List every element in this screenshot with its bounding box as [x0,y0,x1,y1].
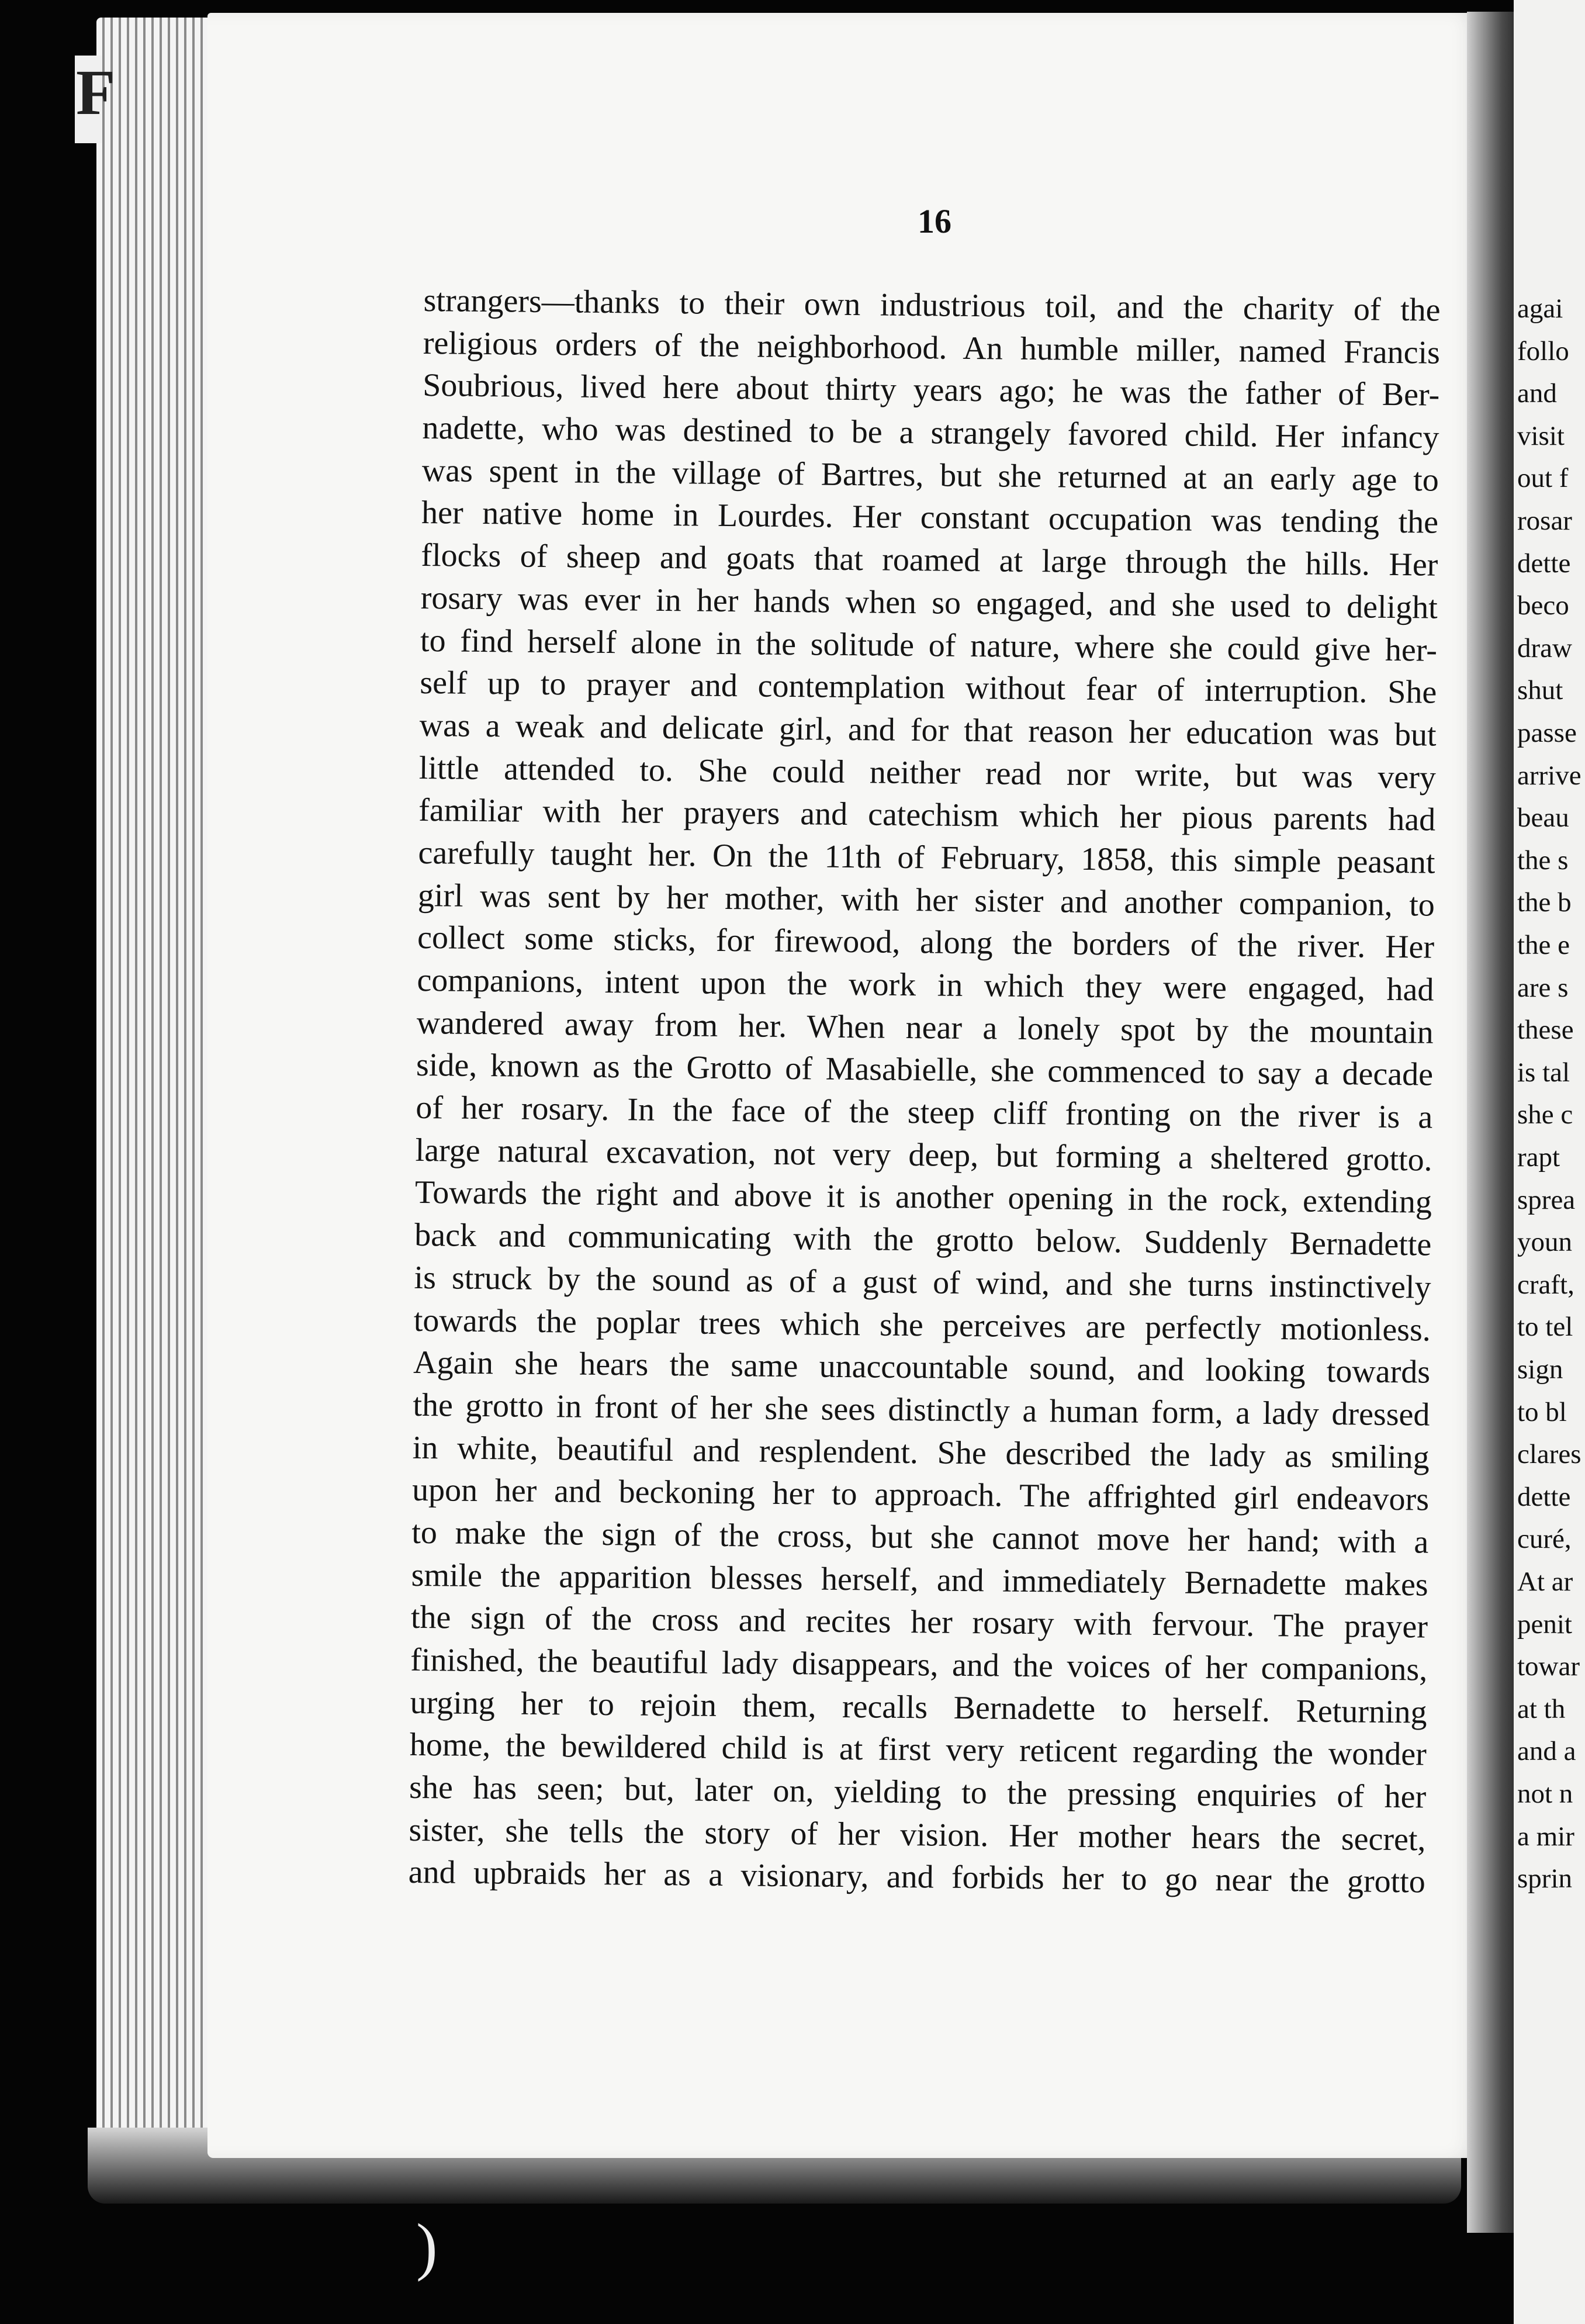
text-line: finished, the beautiful lady disappears, and the voices of her companions, [410,1641,1428,1688]
facing-page-line-fragment: agai [1517,293,1563,324]
text-line: her native home in Lourdes. Her constant occupation was tending the [421,494,1439,541]
facing-page-line-fragment: shut [1517,675,1563,706]
facing-page-line-fragment: sign [1517,1354,1563,1385]
text-line: rosary was ever in her hands when so engaged, and she used to delight [420,579,1438,626]
text-line: familiar with her prayers and catechism which her pious parents had [418,792,1436,838]
text-line: nadette, who was destined to be a strangely favored child. Her infancy [422,410,1439,456]
facing-page-line-fragment: the s [1517,845,1569,876]
facing-page-line-fragment: the b [1517,887,1572,918]
facing-page-line-fragment: passe [1517,718,1577,748]
facing-page-line-fragment: sprin [1517,1863,1572,1894]
text-line: the sign of the cross and recites her rosary with fervour. The prayer [410,1599,1428,1645]
facing-page-line-fragment: dette [1517,548,1571,579]
facing-page-line-fragment: At ar [1517,1566,1573,1597]
text-line: home, the bewildered child is at first very reticent regarding the wonder [409,1727,1427,1773]
text-line: companions, intent upon the work in which they were engaged, had [417,962,1434,1008]
text-line: was spent in the village of Bartres, but she returned at an early age to [421,452,1439,499]
text-line: carefully taught her. On the 11th of February, 1858, this simple peasant [418,834,1435,881]
text-line: strangers—thanks to their own industrious toil, and the charity of the [423,282,1441,328]
facing-page-line-fragment: visit [1517,420,1565,451]
facing-page-line-fragment: rapt [1517,1142,1560,1173]
text-line: collect some sticks, for firewood, along the borders of the river. Her [417,919,1435,966]
text-line: of her rosary. In the face of the steep cliff fronting on the river is a [416,1089,1433,1136]
text-line: Again she hears the same unaccountable sound, and looking towards [413,1344,1431,1391]
text-line: flocks of sheep and goats that roamed at large through the hills. Her [421,537,1438,583]
facing-page-line-fragment: is tal [1517,1057,1570,1088]
text-line: little attended to. She could neither read nor write, but was very [418,749,1437,796]
facing-page-line-fragment: rosar [1517,506,1572,536]
text-line: wandered away from her. When near a lonely spot by the mountain [416,1004,1434,1051]
page-body-text [408,279,1440,1904]
facing-page-line-fragment: draw [1517,632,1572,663]
scan-corner-artifact [75,56,116,143]
facing-page-line-fragment: to bl [1517,1396,1567,1427]
text-line: smile the apparition blesses herself, and immediately Bernadette makes [411,1557,1428,1603]
text-line: sister, she tells the story of her vision. Her mother hears the secret, [409,1811,1426,1858]
facing-page-line-fragment: and a [1517,1736,1576,1767]
facing-page-line-fragment: towar [1517,1651,1580,1682]
facing-page-line-fragment: the e [1517,930,1570,960]
facing-page-line-fragment: arrive [1517,760,1581,791]
facing-page-line-fragment: penit [1517,1609,1572,1640]
page-number: 16 [918,202,951,240]
text-line: urging her to rejoin them, recalls Bernadette to herself. Returning [410,1684,1427,1731]
facing-page-line-fragment: are s [1517,972,1569,1003]
facing-page-line-fragment: at th [1517,1693,1566,1724]
corner-letter: F [76,57,116,128]
text-line: in white, beautiful and resplendent. She described the lady as smiling [412,1429,1430,1476]
facing-page-line-fragment: clares [1517,1439,1581,1470]
facing-page-line-fragment: not n [1517,1779,1573,1809]
text-line: was a weak and delicate girl, and for that reason her education was but [419,707,1437,753]
scan-bottom-artifact: ) [416,2211,438,2282]
facing-page-line-fragment: curé, [1517,1524,1572,1555]
text-line: upon her and beckoning her to approach. The affrighted girl endeavors [411,1472,1430,1518]
text-line: large natural excavation, not very deep, but forming a sheltered grotto. [415,1132,1432,1178]
text-line: to make the sign of the cross, but she cannot move her hand; with a [411,1514,1429,1561]
text-line: side, known as the Grotto of Masabielle, she commenced to say a decade [416,1047,1434,1094]
text-line: Towards the right and above it is another opening in the rock, extending [414,1174,1432,1221]
text-line: she has seen; but, later on, yielding to the pressing enquiries of her [409,1769,1427,1815]
facing-page-line-fragment: dette [1517,1481,1571,1512]
text-line: towards the poplar trees which she perceives are perfectly motionless. [413,1302,1431,1348]
facing-page-line-fragment: to tel [1517,1312,1573,1343]
facing-page-line-fragment: sprea [1517,1184,1576,1215]
facing-page-line-fragment: craft, [1517,1269,1574,1300]
facing-page-line-fragment: and [1517,378,1557,409]
text-line: self up to prayer and contemplation without fear of interruption. She [420,665,1437,711]
text-line: to find herself alone in the solitude of nature, where she could give her- [420,622,1438,669]
text-line: is struck by the sound as of a gust of wind, and she turns instinctively [414,1259,1431,1306]
text-line: Soubrious, lived here about thirty years ago; he was the father of Ber- [422,367,1440,414]
facing-page-line-fragment: follo [1517,336,1569,366]
facing-page-line-fragment: youn [1517,1227,1572,1258]
facing-page-line-fragment: she c [1517,1099,1573,1130]
text-line: girl was sent by her mother, with her sister and another companion, to [417,877,1435,924]
text-line: back and communicating with the grotto below. Suddenly Bernadette [414,1217,1432,1263]
text-line: religious orders of the neighborhood. An humble miller, named Francis [423,324,1441,371]
facing-page-fragment [1514,0,1585,2324]
text-line: and upbraids her as a visionary, and forbids her to go near the grotto [408,1854,1426,1901]
facing-page-line-fragment: beau [1517,803,1569,834]
facing-page-line-fragment: beco [1517,590,1569,621]
facing-page-line-fragment: these [1517,1015,1574,1046]
text-line: the grotto in front of her she sees distinctly a human form, a lady dressed [413,1386,1430,1433]
facing-page-line-fragment: a mir [1517,1821,1574,1852]
facing-page-line-fragment: out f [1517,463,1569,494]
